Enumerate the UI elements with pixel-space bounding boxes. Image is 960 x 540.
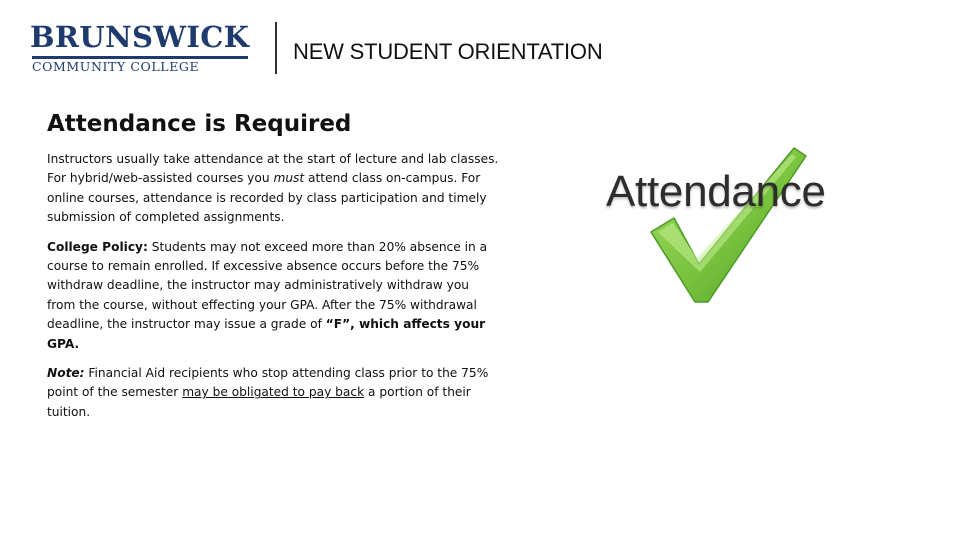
college-policy-text: Students may not exceed more than 20% absence in a course to remain enrolled. If excessive absence occurs before the 75% withdraw deadline, the instructor may administratively withdraw you from the course, without effecting your GPA. After the 75% withdrawal deadline, the instructor may issue a grade of (47, 239, 488, 332)
college-policy-label: College Policy: (47, 239, 148, 254)
paragraph-note (47, 364, 499, 422)
note-underlined: may be obligated to pay back (182, 385, 365, 400)
slide-title: Attendance is Required (47, 111, 352, 137)
note-label: Note: (47, 366, 85, 381)
para1-text-start: Instructors usually take attendance at the start of lecture and lab classes. For hybrid/web-assisted courses you (47, 152, 499, 186)
college-policy-grade-note: “F”, which affects your GPA. (47, 317, 486, 351)
slide-content (47, 150, 499, 432)
paragraph-college-policy (47, 238, 499, 354)
header-title: NEW STUDENT ORIENTATION (293, 39, 603, 64)
logo-wordmark: BRUNSWICK (30, 20, 250, 54)
attendance-graphic (596, 136, 872, 306)
attendance-word: Attendance (606, 167, 826, 216)
paragraph-attendance (47, 150, 499, 228)
header-divider (275, 22, 277, 74)
para1-text-end: attend class on-campus. For online courses, attendance is recorded by class participation and timely submission of completed assignments. (47, 171, 487, 225)
logo-subtitle: COMMUNITY COLLEGE (32, 59, 200, 74)
para1-emphasis: must (273, 171, 305, 186)
college-logo (30, 20, 252, 74)
note-text-end: a portion of their tuition. (47, 385, 471, 419)
green-checkmark-icon (596, 136, 872, 306)
note-text: Financial Aid recipients who stop attending class prior to the 75% point of the semester (47, 366, 489, 400)
